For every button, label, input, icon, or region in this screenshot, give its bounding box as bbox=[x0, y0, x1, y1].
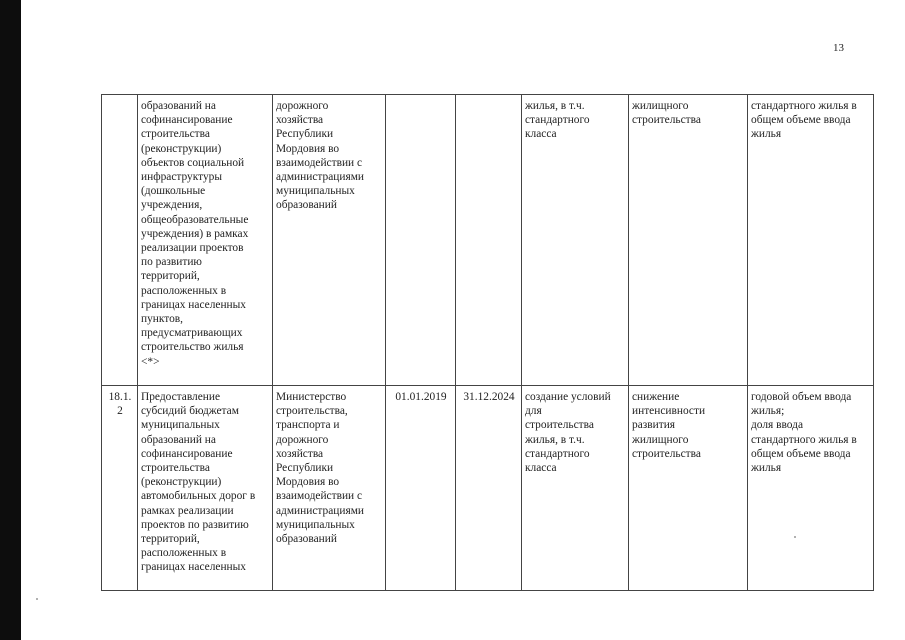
expected-result-cell: жилья, в т.ч. стандартного класса bbox=[522, 95, 629, 386]
start-date-cell bbox=[386, 95, 456, 386]
table-row bbox=[102, 386, 874, 591]
page-number: 13 bbox=[833, 42, 844, 54]
expected-result-cell: создание условий для строительства жилья, в т.ч. стандартного класса bbox=[522, 386, 629, 591]
executor-cell: Министерство строительства, транспорта и дорожного хозяйства Республики Мордовия во взаимодействии с администрациями муниципальных образований bbox=[273, 386, 386, 591]
scan-speck bbox=[36, 598, 38, 600]
row-number-cell: 18.1. 2 bbox=[102, 386, 138, 591]
executor-cell: дорожного хозяйства Республики Мордовия во взаимодействии с администрациями муниципальных образований bbox=[273, 95, 386, 386]
end-date-cell: 31.12.2024 bbox=[456, 386, 522, 591]
table-row bbox=[102, 95, 874, 386]
end-date-cell bbox=[456, 95, 522, 386]
start-date-cell: 01.01.2019 bbox=[386, 386, 456, 591]
scan-speck bbox=[794, 536, 796, 538]
scan-edge-shadow bbox=[0, 0, 21, 640]
row-number-cell bbox=[102, 95, 138, 386]
activity-cell: образований на софинансирование строительства (реконструкции) объектов социальной инфраструктуры (дошкольные учреждения, общеобразовательные учреждения) в рамках реализации проектов по развитию территорий, расположенных в границах населенных пунктов, предусматривающих строительство жилья <*> bbox=[138, 95, 273, 386]
indicator-cell: стандартного жилья в общем объеме ввода жилья bbox=[748, 95, 874, 386]
indicator-cell: годовой объем ввода жилья; доля ввода стандартного жилья в общем объеме ввода жилья bbox=[748, 386, 874, 591]
program-activities-table bbox=[101, 94, 874, 591]
activity-cell: Предоставление субсидий бюджетам муниципальных образований на софинансирование строительства (реконструкции) автомобильных дорог в рамках реализации проектов по развитию территорий, расположенных в границах населенных bbox=[138, 386, 273, 591]
consequence-cell: жилищного строительства bbox=[629, 95, 748, 386]
consequence-cell: снижение интенсивности развития жилищного строительства bbox=[629, 386, 748, 591]
